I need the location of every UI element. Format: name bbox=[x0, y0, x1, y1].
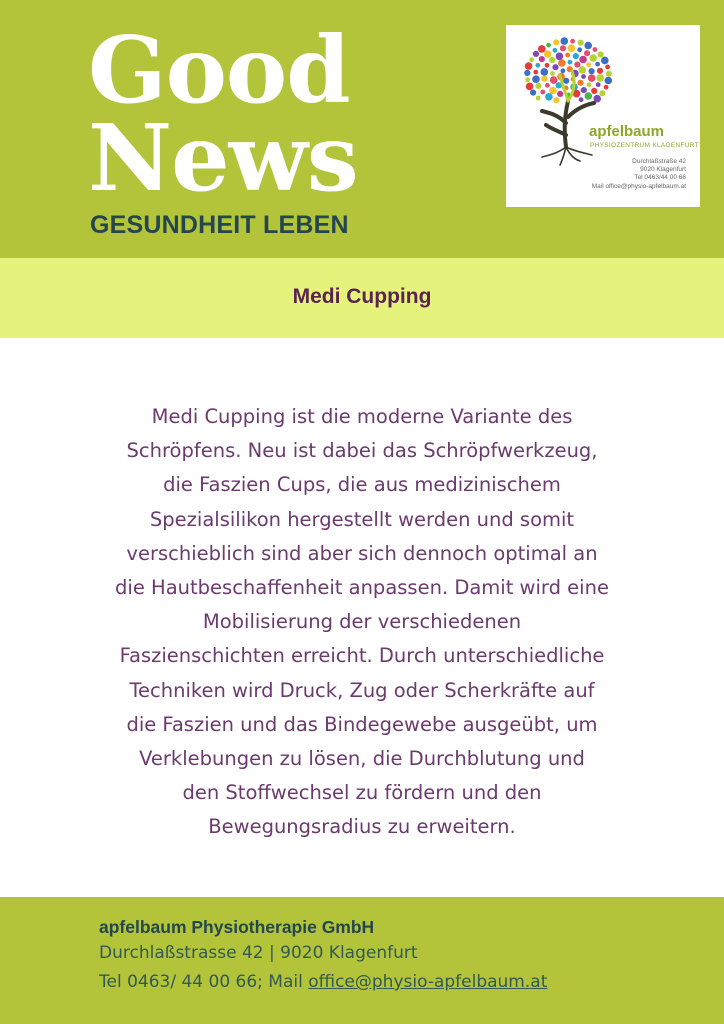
tree-dot bbox=[585, 92, 593, 100]
logo-tagline: PHYSIOZENTRUM KLAGENFURT bbox=[590, 142, 699, 149]
tree-dot bbox=[532, 75, 540, 83]
tree-dot bbox=[524, 70, 530, 76]
tree-dot bbox=[596, 82, 601, 87]
footer-company: apfelbaum Physiotherapie GmbH bbox=[99, 917, 375, 937]
tree-dot bbox=[605, 65, 610, 70]
tree-dot bbox=[552, 64, 558, 70]
body-line: Spezialsilikon hergestellt werden und somit bbox=[149, 507, 575, 531]
tree-dot bbox=[605, 77, 613, 85]
tree-dot bbox=[529, 57, 534, 62]
tree-dot bbox=[579, 97, 584, 102]
body-line: den Stoffwechsel zu fördern und den bbox=[182, 781, 542, 805]
tree-dot bbox=[553, 39, 559, 45]
tree-dot bbox=[589, 54, 597, 62]
tree-dot bbox=[535, 83, 541, 89]
tree-dot bbox=[545, 83, 550, 88]
tree-dot bbox=[579, 66, 587, 74]
logo-address-line: 9020 Klagenfurt bbox=[640, 166, 686, 174]
tree-dot bbox=[595, 62, 600, 67]
logo-address-line: Durchlaßstraße 42 bbox=[632, 158, 686, 165]
body-line: verschieblich sind aber sich dennoch optimal an bbox=[126, 541, 598, 565]
tree-dot bbox=[553, 97, 559, 103]
header-subtitle: GESUNDHEIT LEBEN bbox=[90, 211, 349, 239]
tree-dot bbox=[573, 53, 579, 59]
tree-dot bbox=[593, 47, 598, 52]
body-line: Faszienschichten erreicht. Durch unterschiedliche bbox=[119, 644, 605, 668]
body-line: Mobilisierung der verschiedenen bbox=[202, 610, 522, 634]
tree-dot bbox=[570, 39, 575, 44]
tree-dot bbox=[591, 88, 597, 94]
tree-dot bbox=[557, 91, 563, 97]
tree-dot bbox=[581, 87, 587, 93]
tree-dot bbox=[541, 76, 547, 82]
footer-phone: Tel 0463/ 44 00 66; Mail bbox=[99, 972, 309, 992]
body-line: Techniken wird Druck, Zug oder Scherkräfte auf bbox=[129, 678, 595, 702]
tree-dot bbox=[584, 50, 590, 56]
footer-contact bbox=[99, 972, 547, 992]
body-line: Schröpfens. Neu ist dabei das Schröpfwerkzeug, bbox=[126, 439, 598, 463]
title-news: News bbox=[88, 104, 358, 212]
tree-dot bbox=[561, 37, 569, 45]
tree-dot bbox=[541, 68, 549, 76]
tree-dot bbox=[565, 53, 570, 58]
tree-dot bbox=[535, 63, 540, 68]
tree-dot bbox=[553, 48, 558, 53]
tree-dot bbox=[550, 76, 558, 84]
tree-dot bbox=[574, 62, 580, 68]
tree-dot bbox=[545, 93, 553, 101]
section-title: Medi Cupping bbox=[292, 285, 432, 308]
tree-dot bbox=[544, 50, 552, 58]
tree-dot bbox=[533, 51, 539, 57]
body-line: die Faszien und das Bindegewebe ausgeübt, um bbox=[126, 712, 598, 736]
tree-dot bbox=[536, 96, 541, 101]
logo-address-line: Tel 0463/44 00 66 bbox=[634, 174, 686, 182]
tree-dot bbox=[538, 45, 546, 53]
tree-dot bbox=[549, 87, 557, 95]
body-line: die Faszien Cups, die aus medizinischem bbox=[163, 473, 561, 497]
logo-address-line: Mail office@physio-apfelbaum.at bbox=[591, 182, 686, 190]
tree-dot bbox=[540, 90, 545, 95]
tree-dot bbox=[599, 90, 605, 96]
title-good: Good bbox=[88, 16, 350, 124]
tree-dot bbox=[568, 60, 573, 65]
tree-dot bbox=[588, 74, 596, 82]
body-paragraph bbox=[70, 400, 654, 845]
tree-dot bbox=[539, 56, 545, 62]
tree-dot bbox=[525, 77, 530, 82]
tree-dot bbox=[549, 57, 555, 63]
tree-dot bbox=[545, 63, 550, 68]
body-line: die Hautbeschaffenheit anpassen. Damit wird eine bbox=[115, 576, 609, 600]
tree-dot bbox=[578, 40, 584, 46]
tree-dot bbox=[533, 70, 538, 75]
logo-name: apfelbaum bbox=[589, 123, 665, 140]
tree-dot bbox=[550, 71, 555, 76]
tree-dot bbox=[525, 62, 533, 70]
tree-dot bbox=[601, 57, 609, 65]
footer-email-link[interactable]: office@physio-apfelbaum.at bbox=[308, 972, 548, 992]
body-line: Medi Cupping ist die moderne Variante des bbox=[151, 405, 573, 428]
tree-dot bbox=[587, 82, 592, 87]
tree-dot bbox=[584, 42, 592, 50]
tree-dot bbox=[561, 68, 566, 73]
tree-dot bbox=[560, 45, 566, 51]
tree-dot bbox=[530, 90, 536, 96]
logo-card bbox=[506, 25, 700, 207]
body-line: Verklebungen zu lösen, die Durchblutung und bbox=[139, 747, 585, 771]
tree-dot bbox=[589, 68, 595, 74]
tree-dot bbox=[568, 44, 576, 52]
tree-dot bbox=[526, 83, 534, 91]
tree-dot bbox=[596, 74, 604, 82]
tree-dot bbox=[546, 43, 551, 48]
tree-dot bbox=[577, 80, 583, 86]
tree-dot bbox=[558, 59, 566, 67]
footer-address: Durchlaßstrasse 42 | 9020 Klagenfurt bbox=[99, 943, 418, 963]
tree-dot bbox=[577, 47, 582, 52]
tree-dot bbox=[606, 71, 612, 77]
tree-dot bbox=[579, 56, 587, 64]
tree-dot bbox=[597, 68, 603, 74]
tree-dot bbox=[581, 74, 586, 79]
tree-dot bbox=[556, 53, 564, 61]
body-line: Bewegungsradius zu erweitern. bbox=[208, 815, 516, 839]
logo-address bbox=[592, 158, 686, 191]
tree-dot bbox=[598, 51, 604, 57]
tree-dot bbox=[604, 85, 609, 90]
tree-dot bbox=[586, 62, 591, 67]
